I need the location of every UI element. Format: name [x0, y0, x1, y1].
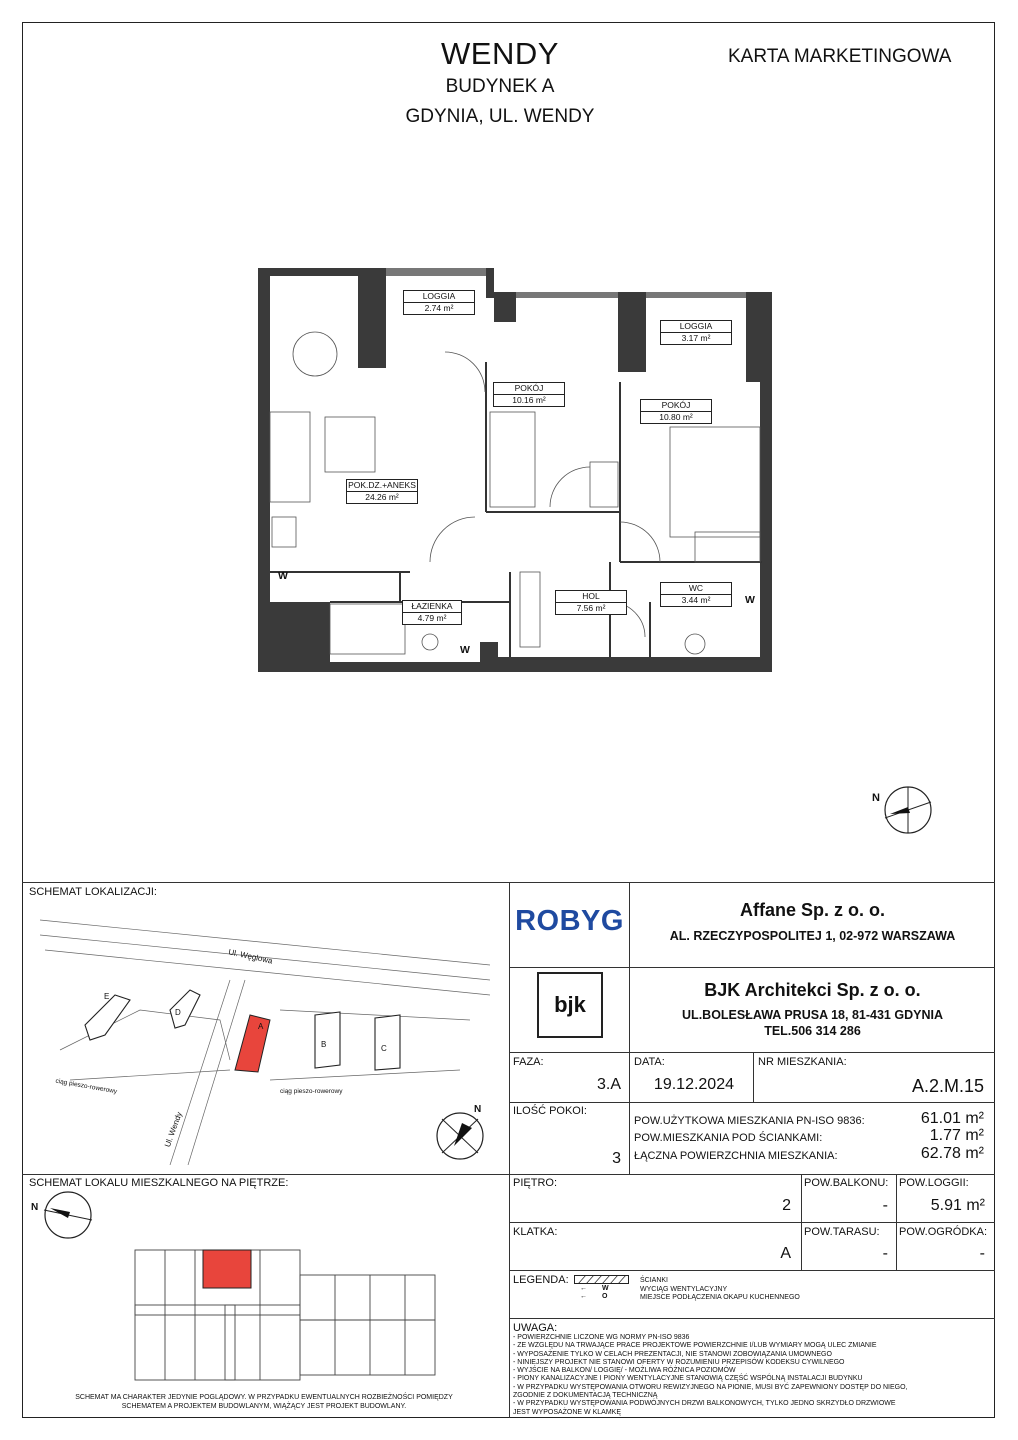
data-label: DATA: — [634, 1056, 665, 1068]
row-divider-6 — [509, 1270, 995, 1271]
nr-label: NR MIESZKANIA: — [758, 1056, 847, 1068]
row-divider-1 — [509, 967, 995, 968]
room-label-loggia-1 — [403, 290, 475, 315]
path-label-1: ciąg pieszo-rowerowy — [54, 1077, 118, 1096]
room-label-wc — [660, 582, 732, 607]
legend-o-mark: O — [602, 1293, 608, 1300]
row-divider-3 — [509, 1102, 995, 1103]
arrow-left-icon: ← — [580, 1285, 587, 1292]
note-item: - WYPOSAŻENIE TYLKO W CELACH PREZENTACJI, NIE STANOWI ZOBOWIĄZANIA UMOWNEGO — [513, 1350, 832, 1358]
faza-value: 3.A — [596, 1076, 621, 1093]
disclaimer-line-2: SCHEMATEM A PROJEKTEM BUDOWLANYM, WIĄŻĄCY JEST PROJEKT BUDOWLANY. — [121, 1403, 407, 1410]
developer-name: Affane Sp. z o. o. — [739, 900, 885, 920]
room-name: POKÓJ — [514, 383, 544, 393]
street-label-wendy: Ul. Wendy — [162, 1110, 184, 1149]
wall-hatch-icon — [574, 1275, 629, 1284]
card-type: KARTA MARKETINGOWA — [728, 46, 952, 67]
rooms-label: ILOŚĆ POKOI: — [513, 1105, 587, 1117]
terrace-value: - — [882, 1245, 888, 1262]
legend-vent: WYCIĄG WENTYLACYJNY — [640, 1286, 728, 1293]
stair-label: KLATKA: — [513, 1226, 558, 1238]
stair-value: A — [780, 1245, 791, 1262]
compass-main-letter: N — [872, 792, 880, 804]
vent-marker-1: W — [278, 570, 288, 582]
garden-label: POW.OGRÓDKA: — [899, 1226, 988, 1238]
room-area: 10.16 m² — [494, 394, 564, 406]
developer-address: AL. RZECZYPOSPOLITEJ 1, 02-972 WARSZAWA — [669, 929, 956, 943]
column-divider — [509, 882, 510, 1418]
floor-label: PIĘTRO: — [513, 1177, 558, 1189]
room-area: 10.80 m² — [641, 411, 711, 423]
note-item: - ZE WZGLĘDU NA TRWAJĄCE PRACE PROJEKTOWE POWIERZCHNIE I/LUB WYMIARY MOGĄ ULEC ZMIANIE — [513, 1342, 877, 1350]
compass-location-letter: N — [474, 1104, 482, 1115]
path-label-2: ciąg pieszo-rowerowy — [280, 1088, 343, 1095]
legend-hood: MIEJSCE PODŁĄCZENIA OKAPU KUCHENNEGO — [640, 1294, 800, 1301]
room-name: WC — [688, 583, 704, 593]
loggia-value: 5.91 m² — [930, 1197, 985, 1214]
room-label-hall — [555, 590, 627, 615]
building-label-d: D — [175, 1008, 181, 1017]
note-item: - WYJŚCIE NA BALKON/ LOGGIĘ/ - MOŻLIWA RÓŻNICA POZIOMÓW — [513, 1367, 736, 1375]
room-label-loggia-2 — [660, 320, 732, 345]
notes-title: UWAGA: — [513, 1322, 558, 1334]
note-item: - W PRZYPADKU WYSTĘPOWANIA OTWORU REWIZYJNEGO NA PIONIE, MUSI BYĆ ZAPEWNIONY DOSTĘP DO NIEGO, — [513, 1383, 908, 1391]
row-divider-2 — [509, 1052, 995, 1053]
terrace-label: POW.TARASU: — [804, 1226, 880, 1238]
nr-value: A.2.M.15 — [911, 1076, 984, 1096]
note-item: JEST WYPOSAŻONE W KLAMKĘ — [513, 1408, 622, 1416]
room-area: 3.44 m² — [661, 594, 731, 606]
architect-name: BJK Architekci Sp. z o. o. — [704, 980, 921, 1000]
room-name: POK.DZ.+ANEKS — [348, 480, 416, 490]
room-area: 2.74 m² — [404, 302, 474, 314]
area-usable-value: 61.01 m² — [920, 1110, 984, 1127]
notes-list — [513, 1334, 913, 1417]
location-title: SCHEMAT LOKALIZACJI: — [29, 886, 157, 898]
room-label-living — [346, 479, 418, 504]
building-label-b: B — [321, 1040, 327, 1049]
vent-marker-3: W — [460, 644, 470, 656]
area-walls-value: 1.77 m² — [929, 1127, 984, 1144]
room-name: HOL — [582, 591, 600, 601]
balcony-value: - — [882, 1197, 888, 1214]
room-area: 7.56 m² — [556, 602, 626, 614]
room-label-pokoj-2 — [640, 399, 712, 424]
data-value: 19.12.2024 — [653, 1076, 734, 1093]
legend-title: LEGENDA: — [513, 1274, 569, 1286]
room-name: POKÓJ — [661, 400, 691, 410]
building-label-a: A — [258, 1022, 264, 1031]
disclaimer-line-1: SCHEMAT MA CHARAKTER JEDYNIE POGLĄDOWY. W PRZYPADKU EWENTUALNYCH ROZBIEŻNOŚCI POMIĘDZY — [75, 1394, 453, 1401]
compass-floor-icon — [40, 1190, 100, 1240]
room-name: LOGGIA — [679, 321, 713, 331]
location-map — [30, 900, 500, 1165]
row-divider-4 — [22, 1174, 995, 1175]
legend-walls: ŚCIANKI — [640, 1277, 669, 1284]
note-item: - NINIEJSZY PROJEKT NIE STANOWI OFERTY W ROZUMIENIU PRZEPISÓW KODEKSU CYWILNEGO — [513, 1358, 845, 1366]
architect-phone: TEL.506 314 286 — [764, 1024, 861, 1038]
garden-value: - — [979, 1245, 985, 1262]
project-address: GDYNIA, UL. WENDY — [405, 106, 595, 127]
street-label-weglowa: Ul. Węglowa — [227, 947, 274, 966]
cell-divider-a — [629, 1052, 630, 1102]
room-area: 4.79 m² — [403, 612, 461, 624]
note-item: ZGODNIE Z DOKUMENTACJĄ TECHNICZNĄ — [513, 1392, 658, 1400]
row-divider-5 — [509, 1222, 995, 1223]
arrow-left-icon: ← — [580, 1293, 587, 1300]
room-label-pokoj-1 — [493, 382, 565, 407]
room-area: 24.26 m² — [347, 491, 417, 503]
cell-divider-b — [753, 1052, 754, 1102]
area-usable-label: POW.UŻYTKOWA MIESZKANIA PN-ISO 9836: — [634, 1115, 865, 1127]
balcony-label: POW.BALKONU: — [804, 1177, 889, 1189]
bjk-logo-text: bjk — [554, 992, 586, 1017]
project-title: WENDY — [441, 36, 559, 71]
compass-main-icon — [870, 780, 940, 840]
compass-location-icon — [432, 1108, 492, 1168]
area-total-value: 62.78 m² — [920, 1145, 984, 1162]
robyg-logo: ROBYG — [515, 905, 624, 937]
room-name: LOGGIA — [422, 291, 456, 301]
area-walls-label: POW.MIESZKANIA POD ŚCIANKAMI: — [634, 1132, 823, 1144]
architect-address: UL.BOLESŁAWA PRUSA 18, 81-431 GDYNIA — [682, 1008, 943, 1022]
building-name: BUDYNEK A — [445, 76, 555, 97]
note-item: - POWIERZCHNIE LICZONE WG NORMY PN-ISO 9836 — [513, 1334, 690, 1341]
room-area: 3.17 m² — [661, 332, 731, 344]
cell-divider-c — [629, 1102, 630, 1174]
floor-value: 2 — [782, 1197, 791, 1214]
area-total-label: ŁĄCZNA POWIERZCHNIA MIESZKANIA: — [634, 1150, 838, 1162]
loggia-label: POW.LOGGII: — [899, 1177, 969, 1189]
building-label-c: C — [381, 1044, 387, 1053]
legend-w-mark: W — [602, 1285, 609, 1292]
floor-schema-map — [125, 1245, 445, 1385]
floor-schema-title: SCHEMAT LOKALU MIESZKALNEGO NA PIĘTRZE: — [29, 1177, 289, 1189]
rooms-value: 3 — [612, 1150, 621, 1167]
vent-marker-2: W — [745, 594, 755, 606]
faza-label: FAZA: — [513, 1056, 544, 1068]
building-label-e: E — [104, 992, 110, 1001]
note-item: - PIONY KANALIZACYJNE I PIONY WENTYLACYJNE STANOWIĄ CZĘŚĆ WSPÓLNĄ INSTALACJI BUDYNKU — [513, 1375, 863, 1383]
compass-floor-letter: N — [31, 1202, 39, 1213]
room-name: ŁAZIENKA — [411, 601, 453, 611]
bjk-logo — [537, 972, 603, 1038]
room-label-bathroom — [402, 600, 462, 625]
row-divider-7 — [509, 1318, 995, 1319]
note-item: - W PRZYPADKU WYSTĘPOWANIA PODWÓJNYCH DRZWI BALKONOWYCH, TYLKO JEDNO SKRZYDŁO DRZWIOWE — [513, 1400, 896, 1408]
